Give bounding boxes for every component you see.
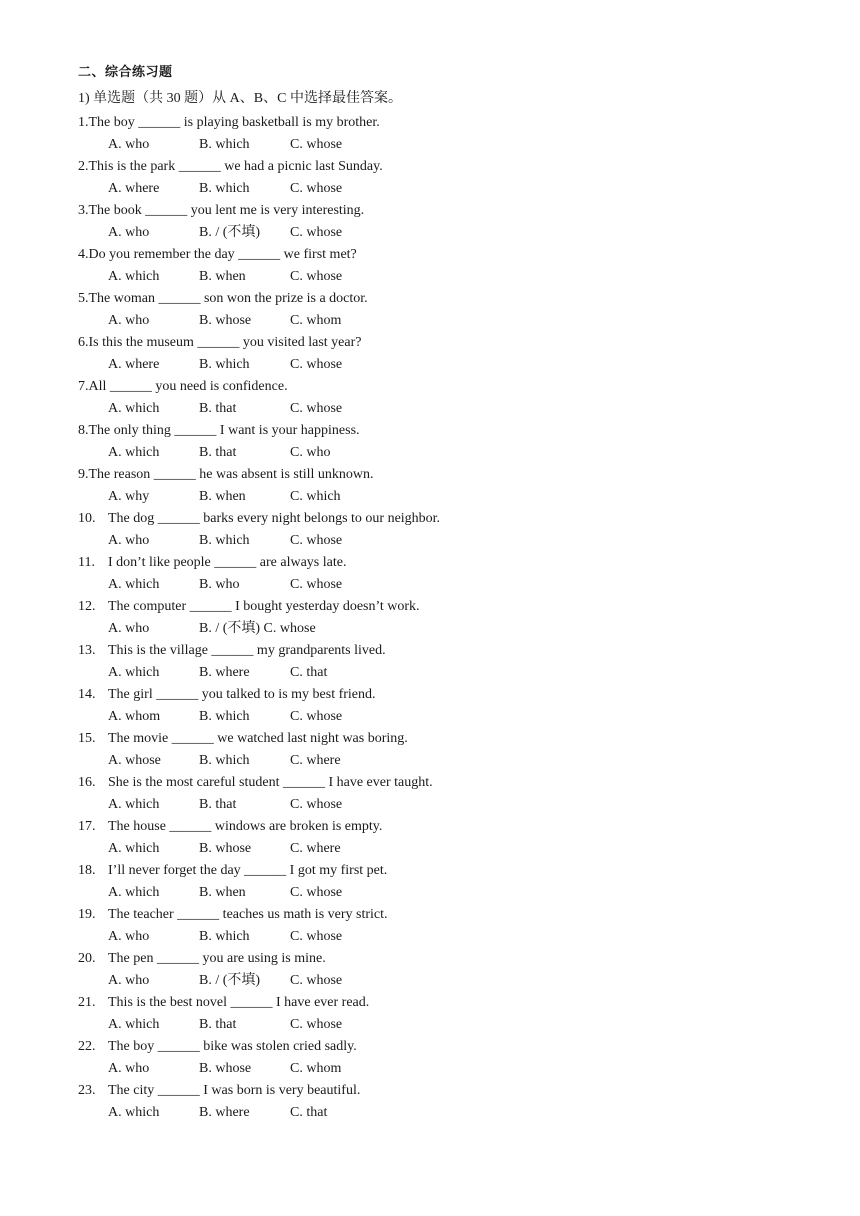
question-number: 3. bbox=[78, 203, 89, 218]
answer-options bbox=[78, 530, 798, 552]
question-number: 16. bbox=[78, 775, 96, 790]
question-number: 2. bbox=[78, 159, 89, 174]
question-text: I don’t like people ______ are always late. bbox=[108, 555, 347, 570]
option-a: A. which bbox=[108, 445, 160, 460]
option-b: B. that bbox=[199, 445, 237, 460]
question-stem bbox=[78, 420, 798, 442]
question-text: Is this the museum ______ you visited last year? bbox=[88, 335, 362, 350]
option-b: B. which bbox=[199, 357, 250, 372]
option-b: B. that bbox=[199, 797, 237, 812]
option-c: C. whose bbox=[290, 401, 343, 416]
option-a: A. who bbox=[108, 137, 150, 152]
question-stem bbox=[78, 376, 798, 398]
question-stem bbox=[78, 1036, 798, 1058]
question-number: 18. bbox=[78, 863, 96, 878]
option-b: B. when bbox=[199, 489, 246, 504]
option-b: B. whose bbox=[199, 1061, 252, 1076]
option-c: C. whose bbox=[290, 137, 343, 152]
answer-options bbox=[78, 662, 798, 684]
option-b: B. that bbox=[199, 1017, 237, 1032]
question-text: The house ______ windows are broken is empty. bbox=[108, 819, 383, 834]
question-text: This is the best novel ______ I have ever read. bbox=[108, 995, 370, 1010]
question-text: The girl ______ you talked to is my best friend. bbox=[108, 687, 376, 702]
option-a: A. who bbox=[108, 533, 150, 548]
question-number: 20. bbox=[78, 951, 96, 966]
option-c: C. where bbox=[290, 753, 341, 768]
question-number: 11. bbox=[78, 555, 95, 570]
question-stem bbox=[78, 288, 798, 310]
question-number: 13. bbox=[78, 643, 96, 658]
option-a: A. which bbox=[108, 841, 160, 856]
question-stem bbox=[78, 640, 798, 662]
option-c: C. where bbox=[290, 841, 341, 856]
option-b: B. which bbox=[199, 533, 250, 548]
question-text: The reason ______ he was absent is still unknown. bbox=[88, 467, 374, 482]
option-a: A. who bbox=[108, 621, 150, 636]
question-text: The boy ______ is playing basketball is my brother. bbox=[88, 115, 380, 130]
question-stem bbox=[78, 112, 798, 134]
question-text: I’ll never forget the day ______ I got my first pet. bbox=[108, 863, 388, 878]
question-number: 22. bbox=[78, 1039, 96, 1054]
option-c: C. whose bbox=[290, 269, 343, 284]
question-number: 9. bbox=[78, 467, 89, 482]
option-c: C. whose bbox=[290, 929, 343, 944]
question-text: Do you remember the day ______ we first met? bbox=[88, 247, 357, 262]
option-c: C. that bbox=[290, 1105, 328, 1120]
question-number: 1. bbox=[78, 115, 89, 130]
question-number: 10. bbox=[78, 511, 96, 526]
question-number: 15. bbox=[78, 731, 96, 746]
question-text: The city ______ I was born is very beautiful. bbox=[108, 1083, 361, 1098]
option-a: A. which bbox=[108, 797, 160, 812]
question-stem bbox=[78, 992, 798, 1014]
option-a: A. who bbox=[108, 313, 150, 328]
answer-options bbox=[78, 706, 798, 728]
answer-options bbox=[78, 574, 798, 596]
option-b: B. where bbox=[199, 1105, 250, 1120]
answer-options bbox=[78, 838, 798, 860]
answer-options bbox=[78, 354, 798, 376]
answer-options bbox=[78, 486, 798, 508]
question-number: 7. bbox=[78, 379, 89, 394]
option-a: A. who bbox=[108, 225, 150, 240]
answer-options bbox=[78, 970, 798, 992]
option-a: A. which bbox=[108, 665, 160, 680]
question-text: All ______ you need is confidence. bbox=[88, 379, 288, 394]
option-b: B. which bbox=[199, 137, 250, 152]
answer-options bbox=[78, 442, 798, 464]
option-b: B. that bbox=[199, 401, 237, 416]
answer-options bbox=[78, 398, 798, 420]
question-number: 12. bbox=[78, 599, 96, 614]
question-stem bbox=[78, 552, 798, 574]
option-c: C. whose bbox=[290, 225, 343, 240]
option-c: C. whose bbox=[290, 973, 343, 988]
option-b: B. who bbox=[199, 577, 240, 592]
option-c: C. whose bbox=[290, 709, 343, 724]
option-a: A. which bbox=[108, 1017, 160, 1032]
option-a: A. which bbox=[108, 577, 160, 592]
option-c: C. whose bbox=[290, 181, 343, 196]
question-number: 4. bbox=[78, 247, 89, 262]
question-number: 23. bbox=[78, 1083, 96, 1098]
worksheet-page bbox=[78, 60, 798, 1124]
option-a: A. where bbox=[108, 181, 160, 196]
option-c: C. whose bbox=[290, 533, 343, 548]
answer-options bbox=[78, 266, 798, 288]
option-a: A. whom bbox=[108, 709, 161, 724]
question-text: The only thing ______ I want is your happiness. bbox=[88, 423, 360, 438]
question-text: The movie ______ we watched last night was boring. bbox=[108, 731, 408, 746]
option-b: B. which bbox=[199, 929, 250, 944]
option-b: B. which bbox=[199, 709, 250, 724]
answer-options bbox=[78, 1102, 798, 1124]
question-stem bbox=[78, 1080, 798, 1102]
option-c: C. whose bbox=[290, 357, 343, 372]
option-b: B. when bbox=[199, 269, 246, 284]
option-c: C. whose bbox=[290, 797, 343, 812]
question-stem bbox=[78, 860, 798, 882]
question-stem bbox=[78, 464, 798, 486]
option-b: B. whose bbox=[199, 841, 252, 856]
question-stem bbox=[78, 948, 798, 970]
question-text: The woman ______ son won the prize is a doctor. bbox=[88, 291, 368, 306]
answer-options bbox=[78, 750, 798, 772]
option-b: B. / (不填) C. whose bbox=[199, 621, 316, 636]
question-number: 8. bbox=[78, 423, 89, 438]
option-b: B. / (不填) bbox=[199, 225, 261, 240]
answer-options bbox=[78, 310, 798, 332]
option-a: A. which bbox=[108, 1105, 160, 1120]
question-number: 21. bbox=[78, 995, 96, 1010]
option-b: B. whose bbox=[199, 313, 252, 328]
question-text: The book ______ you lent me is very interesting. bbox=[88, 203, 365, 218]
question-stem bbox=[78, 772, 798, 794]
instruction-text: 1) 单选题（共 30 题）从 A、B、C 中选择最佳答案。 bbox=[78, 91, 402, 106]
option-b: B. which bbox=[199, 753, 250, 768]
answer-options bbox=[78, 926, 798, 948]
question-stem bbox=[78, 596, 798, 618]
question-text: She is the most careful student ______ I have ever taught. bbox=[108, 775, 433, 790]
question-text: The boy ______ bike was stolen cried sadly. bbox=[108, 1039, 357, 1054]
question-number: 19. bbox=[78, 907, 96, 922]
option-c: C. that bbox=[290, 665, 328, 680]
option-c: C. whom bbox=[290, 313, 342, 328]
question-text: This is the village ______ my grandparents lived. bbox=[108, 643, 386, 658]
section-title: 二、综合练习题 bbox=[78, 65, 173, 80]
option-c: C. which bbox=[290, 489, 341, 504]
answer-options bbox=[78, 618, 798, 640]
question-stem bbox=[78, 684, 798, 706]
question-text: The teacher ______ teaches us math is very strict. bbox=[108, 907, 388, 922]
option-c: C. who bbox=[290, 445, 331, 460]
option-c: C. whose bbox=[290, 1017, 343, 1032]
answer-options bbox=[78, 1058, 798, 1080]
option-c: C. whose bbox=[290, 577, 343, 592]
question-number: 14. bbox=[78, 687, 96, 702]
answer-options bbox=[78, 134, 798, 156]
option-b: B. where bbox=[199, 665, 250, 680]
answer-options bbox=[78, 882, 798, 904]
option-a: A. who bbox=[108, 973, 150, 988]
question-stem bbox=[78, 200, 798, 222]
answer-options bbox=[78, 178, 798, 200]
answer-options bbox=[78, 1014, 798, 1036]
answer-options bbox=[78, 794, 798, 816]
option-a: A. which bbox=[108, 885, 160, 900]
option-b: B. which bbox=[199, 181, 250, 196]
option-b: B. / (不填) bbox=[199, 973, 261, 988]
question-text: The computer ______ I bought yesterday doesn’t work. bbox=[108, 599, 420, 614]
question-text: The pen ______ you are using is mine. bbox=[108, 951, 326, 966]
answer-options bbox=[78, 222, 798, 244]
question-text: The dog ______ barks every night belongs to our neighbor. bbox=[108, 511, 441, 526]
question-stem bbox=[78, 332, 798, 354]
option-c: C. whose bbox=[290, 885, 343, 900]
question-number: 17. bbox=[78, 819, 96, 834]
question-stem bbox=[78, 816, 798, 838]
question-stem bbox=[78, 904, 798, 926]
option-c: C. whom bbox=[290, 1061, 342, 1076]
question-number: 6. bbox=[78, 335, 89, 350]
option-a: A. who bbox=[108, 929, 150, 944]
option-a: A. where bbox=[108, 357, 160, 372]
question-text: This is the park ______ we had a picnic last Sunday. bbox=[88, 159, 383, 174]
option-a: A. which bbox=[108, 269, 160, 284]
question-stem bbox=[78, 508, 798, 530]
option-a: A. whose bbox=[108, 753, 161, 768]
option-a: A. who bbox=[108, 1061, 150, 1076]
question-stem bbox=[78, 728, 798, 750]
option-a: A. why bbox=[108, 489, 150, 504]
option-b: B. when bbox=[199, 885, 246, 900]
question-stem bbox=[78, 156, 798, 178]
question-number: 5. bbox=[78, 291, 89, 306]
question-list bbox=[78, 112, 798, 1124]
question-stem bbox=[78, 244, 798, 266]
option-a: A. which bbox=[108, 401, 160, 416]
